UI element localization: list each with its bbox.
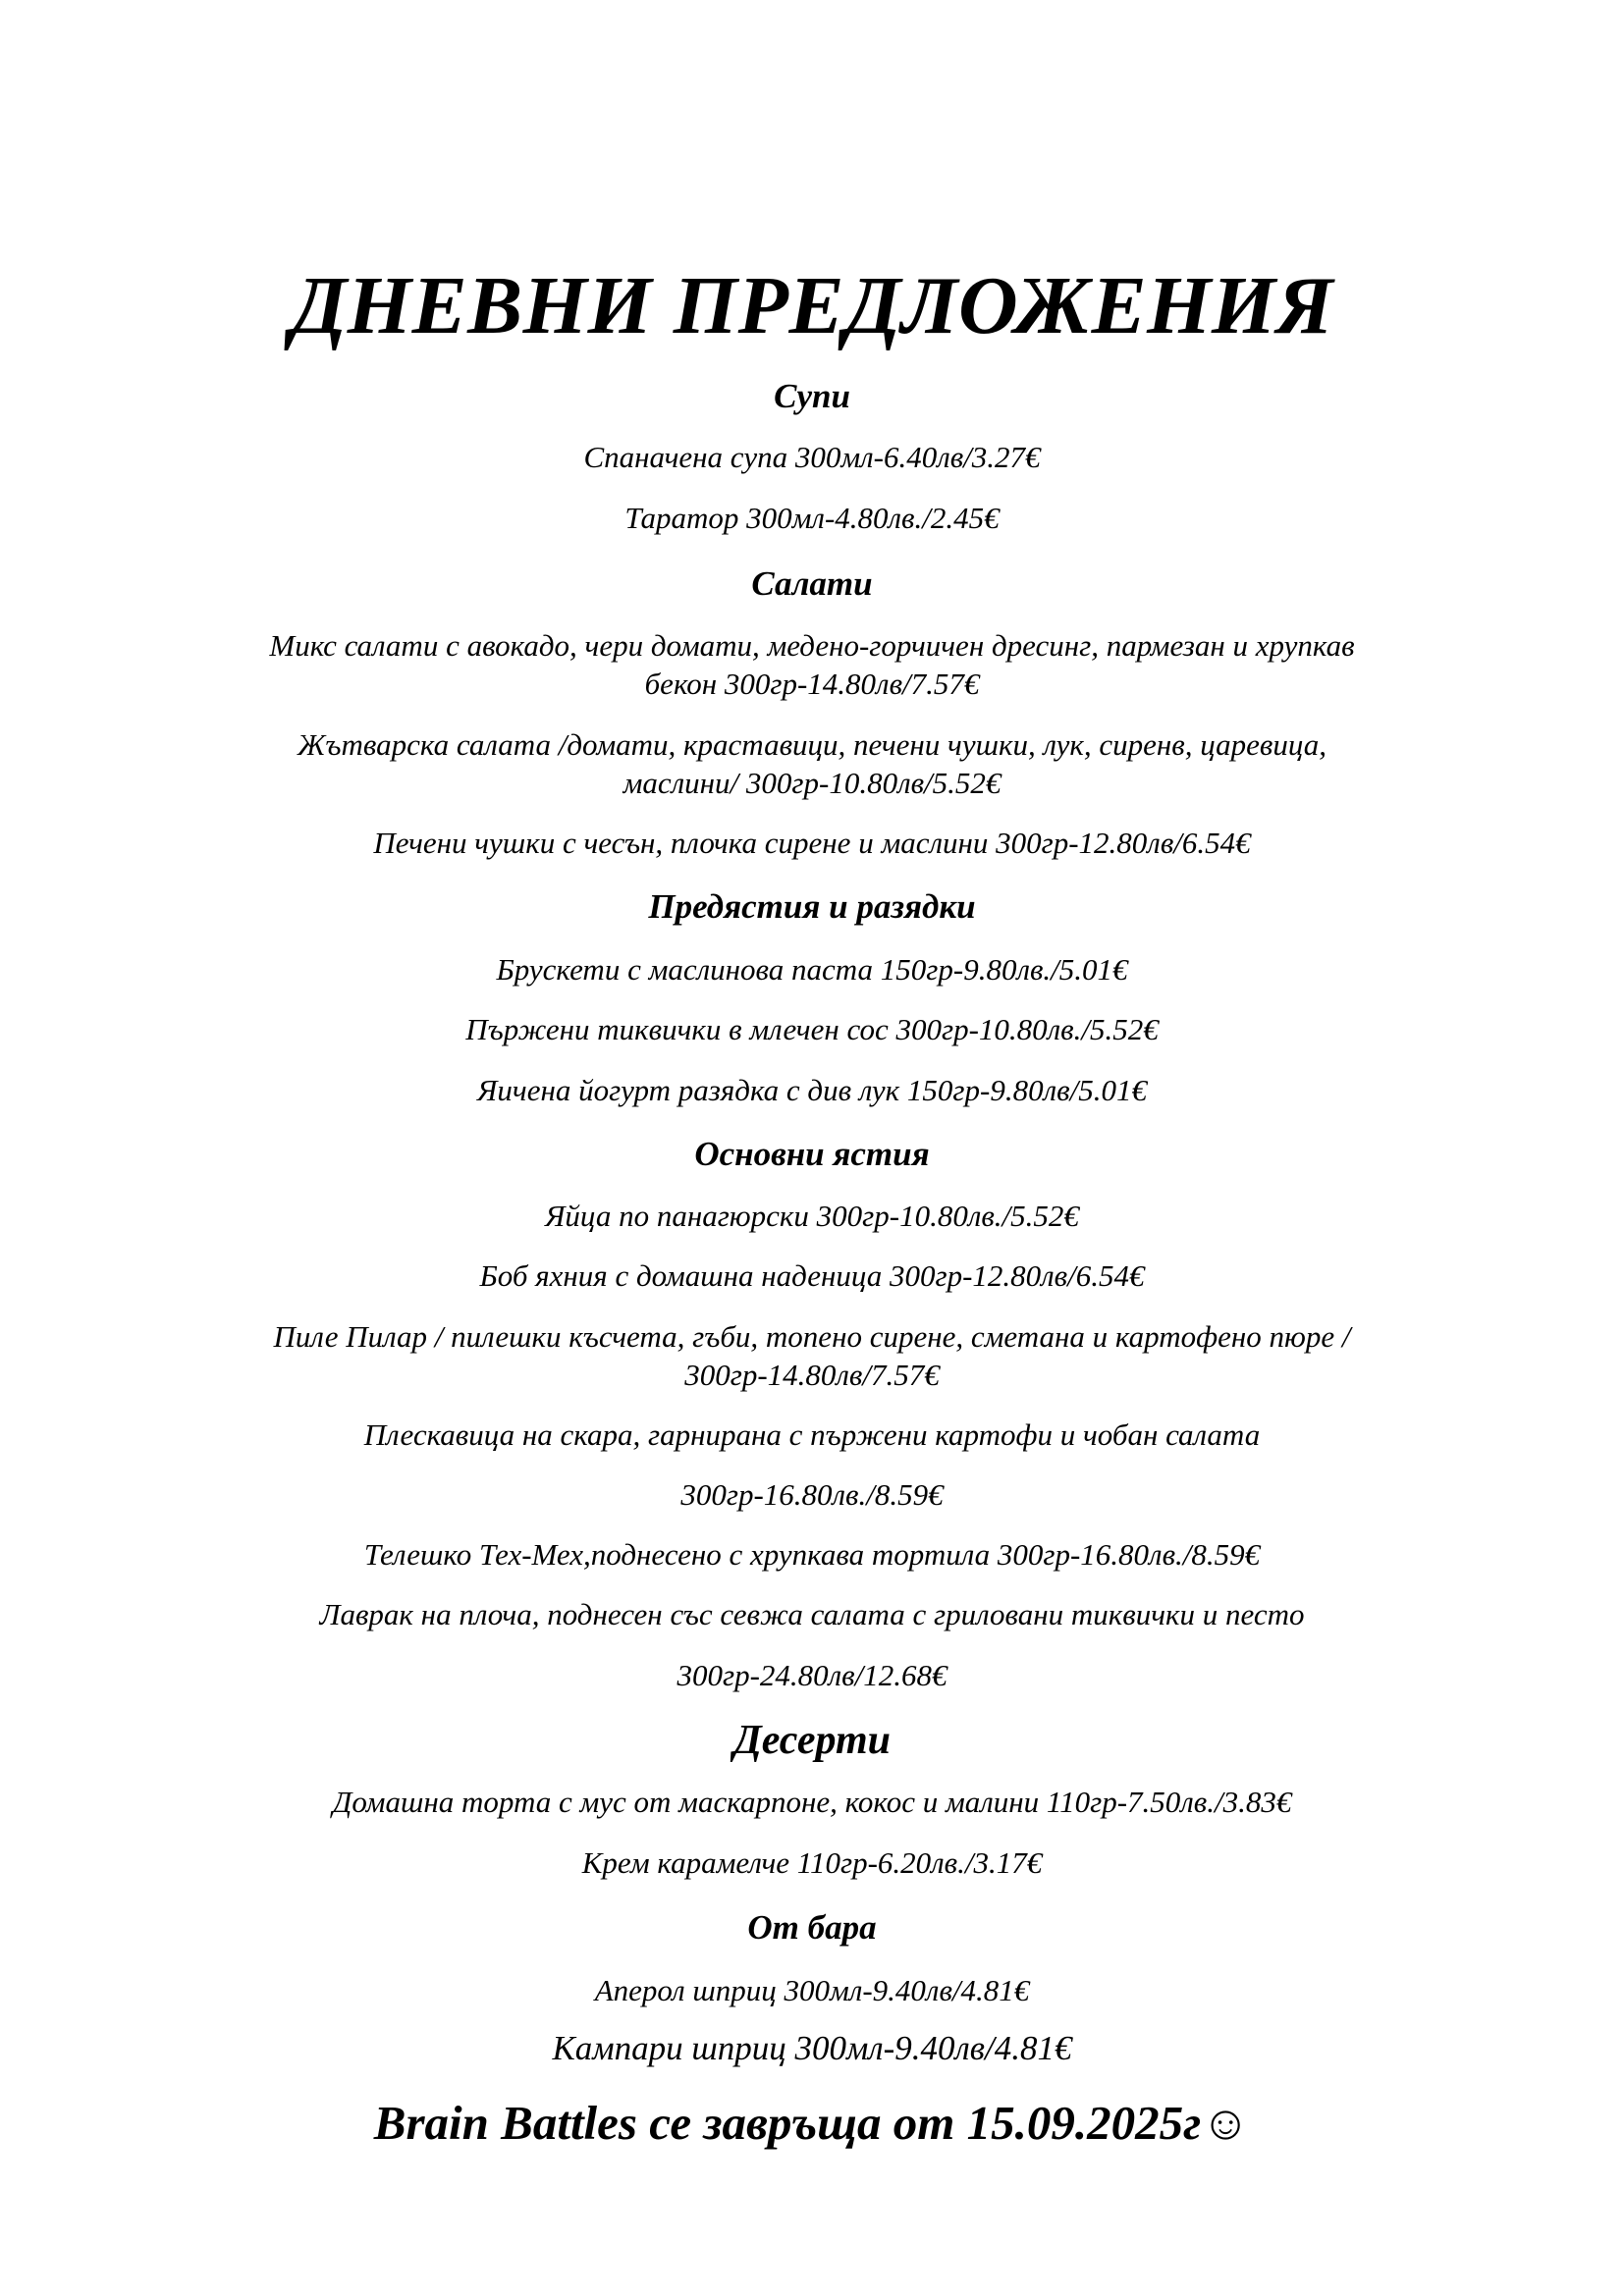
menu-item-dessert-1: Домашна торта с мус от маскарпоне, кокос и малини 110гр-7.50лв./3.83€ xyxy=(332,1785,1292,1819)
menu-item-salad-3: Печени чушки с чесън, плочка сирене и маслини 300гр-12.80лв/6.54€ xyxy=(373,826,1251,860)
menu-item-main-1: Яйца по панагюрски 300гр-10.80лв./5.52€ xyxy=(545,1199,1079,1233)
section-heading-salads: Салати xyxy=(751,564,873,603)
menu-item-main-6-line-1: Лаврак на плоча, поднесен със севжа салата с гриловани тиквички и песто xyxy=(319,1597,1305,1631)
menu-item-soup-2: Таратор 300мл-4.80лв./2.45€ xyxy=(624,501,1000,535)
menu-item-salad-2-line-1: Жътварска салата /домати, краставици, печени чушки, лук, сиренв, царевица, xyxy=(298,727,1326,762)
menu-item-starter-1: Брускети с маслинова паста 150гр-9.80лв./5.01€ xyxy=(496,952,1128,987)
menu-item-starter-2: Пържени тиквички в млечен сос 300гр-10.80лв./5.52€ xyxy=(465,1012,1159,1046)
menu-item-main-4-line-2: 300гр-16.80лв./8.59€ xyxy=(680,1477,944,1512)
menu-item-salad-1-line-2: бекон 300гр-14.80лв/7.57€ xyxy=(644,667,980,701)
menu-item-starter-3: Яичена йогурт разядка с див лук 150гр-9.80лв/5.01€ xyxy=(477,1073,1147,1107)
menu-item-main-4-line-1: Плескавица на скара, гарнирана с пържени картофи и чобан салата xyxy=(363,1417,1261,1452)
menu-item-main-6-line-2: 300гр-24.80лв/12.68€ xyxy=(677,1658,947,1692)
menu-item-main-5: Телешко Тех-Мех,поднесено с хрупкава тортила 300гр-16.80лв./8.59€ xyxy=(363,1537,1261,1572)
menu-item-salad-1-line-1: Микс салати с авокадо, чери домати, медено-горчичен дресинг, пармезан и хрупкав xyxy=(269,628,1355,663)
menu-item-dessert-2: Крем карамелче 110гр-6.20лв./3.17€ xyxy=(581,1845,1043,1880)
menu-item-main-2: Боб яхния с домашна наденица 300гр-12.80лв/6.54€ xyxy=(479,1258,1145,1293)
section-heading-bar: От бара xyxy=(747,1908,877,1947)
menu-item-bar-2: Кампари шприц 300мл-9.40лв/4.81€ xyxy=(552,2029,1072,2067)
page-title: ДНЕВНИ ПРЕДЛОЖЕНИЯ xyxy=(290,260,1334,351)
menu-item-main-3-line-2: 300гр-14.80лв/7.57€ xyxy=(684,1358,940,1392)
section-heading-desserts: Десерти xyxy=(733,1718,891,1763)
section-heading-starters: Предястия и разядки xyxy=(648,887,976,926)
menu-item-salad-2-line-2: маслини/ 300гр-10.80лв/5.52€ xyxy=(623,766,1001,800)
menu-item-bar-1: Аперол шприц 300мл-9.40лв/4.81€ xyxy=(594,1973,1030,2007)
menu-item-soup-1: Спаначена супа 300мл-6.40лв/3.27€ xyxy=(583,440,1041,474)
section-heading-mains: Основни ястия xyxy=(694,1135,930,1173)
menu-item-main-3-line-1: Пиле Пилар / пилешки късчета, гъби, топено сирене, сметана и картофено пюре / xyxy=(273,1319,1351,1354)
footer-announcement: Brain Battles се завръща от 15.09.2025г☺ xyxy=(373,2096,1251,2150)
section-heading-soups: Супи xyxy=(774,377,850,415)
